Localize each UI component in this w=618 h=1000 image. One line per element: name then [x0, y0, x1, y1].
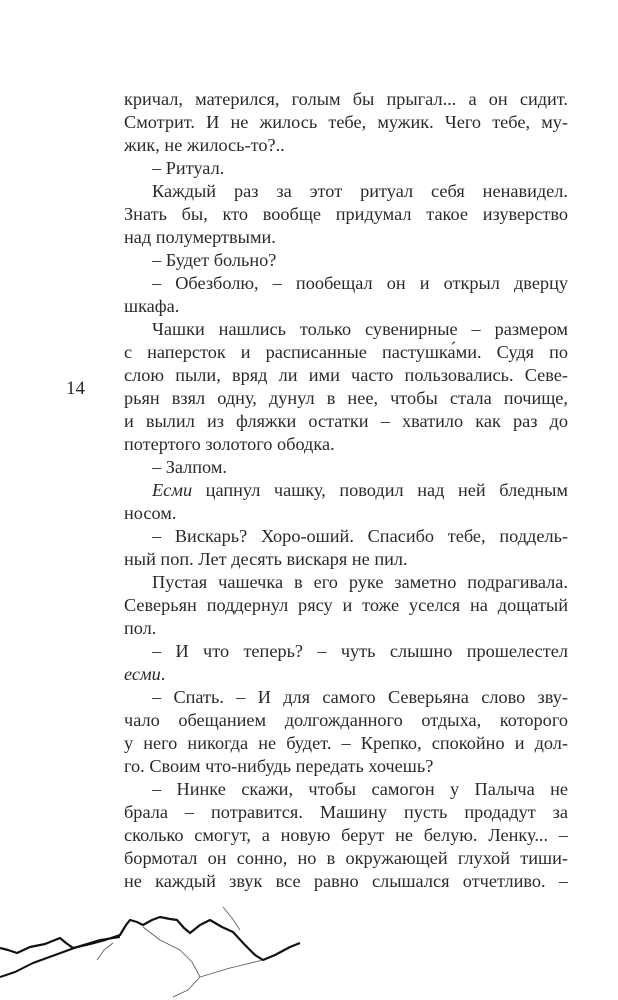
- mountain-illustration: [0, 895, 320, 1000]
- line-text: пол.: [124, 618, 157, 638]
- line-text: .: [160, 664, 166, 684]
- line-text: – Будет больно?: [152, 250, 277, 270]
- line-text: рьян взял одну, дунул в нее, чтобы стала почище,: [124, 388, 568, 408]
- line-text: кричал, матерился, голым бы прыгал... а он сидит.: [124, 89, 568, 109]
- text-line: [124, 479, 568, 502]
- text-line: [124, 709, 568, 732]
- line-text: не каждый звук все равно слышался отчетливо. –: [124, 871, 568, 891]
- text-line: [124, 571, 568, 594]
- text-line: [124, 180, 568, 203]
- line-text: Чашки нашлись только сувенирные – размером: [152, 319, 568, 339]
- line-text: – Нинке скажи, чтобы самогон у Палыча не: [152, 779, 568, 799]
- text-line: [124, 548, 568, 571]
- text-line: [124, 686, 568, 709]
- line-text: ный поп. Лет десять вискаря не пил.: [124, 549, 408, 569]
- line-text: – Ритуал.: [152, 158, 225, 178]
- text-line: [124, 870, 568, 893]
- line-text: носом.: [124, 503, 177, 523]
- line-text: – И что теперь? – чуть слышно прошелестел: [152, 641, 568, 661]
- text-line: [124, 617, 568, 640]
- italic-word: Есми: [152, 480, 193, 500]
- text-line: [124, 364, 568, 387]
- page-number: 14: [66, 378, 85, 399]
- line-text: с наперсток и расписанные пастушка́ми. Судя по: [124, 342, 568, 362]
- line-text: го. Своим что-нибудь передать хочешь?: [124, 756, 434, 776]
- text-line: [124, 456, 568, 479]
- line-text: – Вискарь? Хоро-оший. Спасибо тебе, поддель-: [152, 526, 568, 546]
- text-line: [124, 594, 568, 617]
- text-line: [124, 847, 568, 870]
- text-line: [124, 157, 568, 180]
- text-line: [124, 341, 568, 364]
- line-text: Смотрит. И не жилось тебе, мужик. Чего тебе, му-: [124, 112, 568, 132]
- line-text: жик, не жилось-то?..: [124, 135, 285, 155]
- text-line: [124, 525, 568, 548]
- line-text: бормотал он сонно, но в окружающей глухой тиши-: [124, 848, 568, 868]
- text-line: [124, 824, 568, 847]
- text-line: [124, 387, 568, 410]
- line-text: Каждый раз за этот ритуал себя ненавидел.: [152, 181, 568, 201]
- text-line: [124, 663, 568, 686]
- text-line: [124, 134, 568, 157]
- text-line: [124, 111, 568, 134]
- line-text: чало обещанием долгожданного отдыха, которого: [124, 710, 568, 730]
- text-line: [124, 778, 568, 801]
- line-text: Северьян поддернул рясу и тоже уселся на дощатый: [124, 595, 568, 615]
- italic-word: есми: [124, 664, 161, 684]
- line-text: Пустая чашечка в его руке заметно подрагивала.: [152, 572, 568, 592]
- text-line: [124, 755, 568, 778]
- line-text: цапнул чашку, поводил над ней бледным: [192, 480, 568, 500]
- line-text: сколько смогут, а новую берут не белую. Ленку... –: [124, 825, 568, 845]
- text-line: [124, 88, 568, 111]
- line-text: потертого золотого ободка.: [124, 434, 335, 454]
- line-text: у него никогда не будет. – Крепко, спокойно и дол-: [124, 733, 568, 753]
- text-line: [124, 295, 568, 318]
- line-text: шкафа.: [124, 296, 180, 316]
- text-line: [124, 318, 568, 341]
- line-text: слою пыли, вряд ли ими часто пользовались. Севе-: [124, 365, 568, 385]
- text-line: [124, 732, 568, 755]
- body-text: [124, 88, 568, 893]
- line-text: над полумертвыми.: [124, 227, 276, 247]
- line-text: Знать бы, кто вообще придумал такое изуверство: [124, 204, 568, 224]
- line-text: – Залпом.: [152, 457, 227, 477]
- text-line: [124, 502, 568, 525]
- line-text: брала – потравится. Машину пусть продадут за: [124, 802, 568, 822]
- line-text: – Обезболю, – пообещал он и открыл дверцу: [152, 273, 568, 293]
- line-text: и вылил из фляжки остатки – хватило как раз до: [124, 411, 568, 431]
- text-line: [124, 433, 568, 456]
- text-line: [124, 410, 568, 433]
- text-line: [124, 272, 568, 295]
- text-line: [124, 249, 568, 272]
- text-line: [124, 640, 568, 663]
- line-text: – Спать. – И для самого Северьяна слово зву-: [152, 687, 568, 707]
- text-line: [124, 203, 568, 226]
- text-line: [124, 801, 568, 824]
- text-line: [124, 226, 568, 249]
